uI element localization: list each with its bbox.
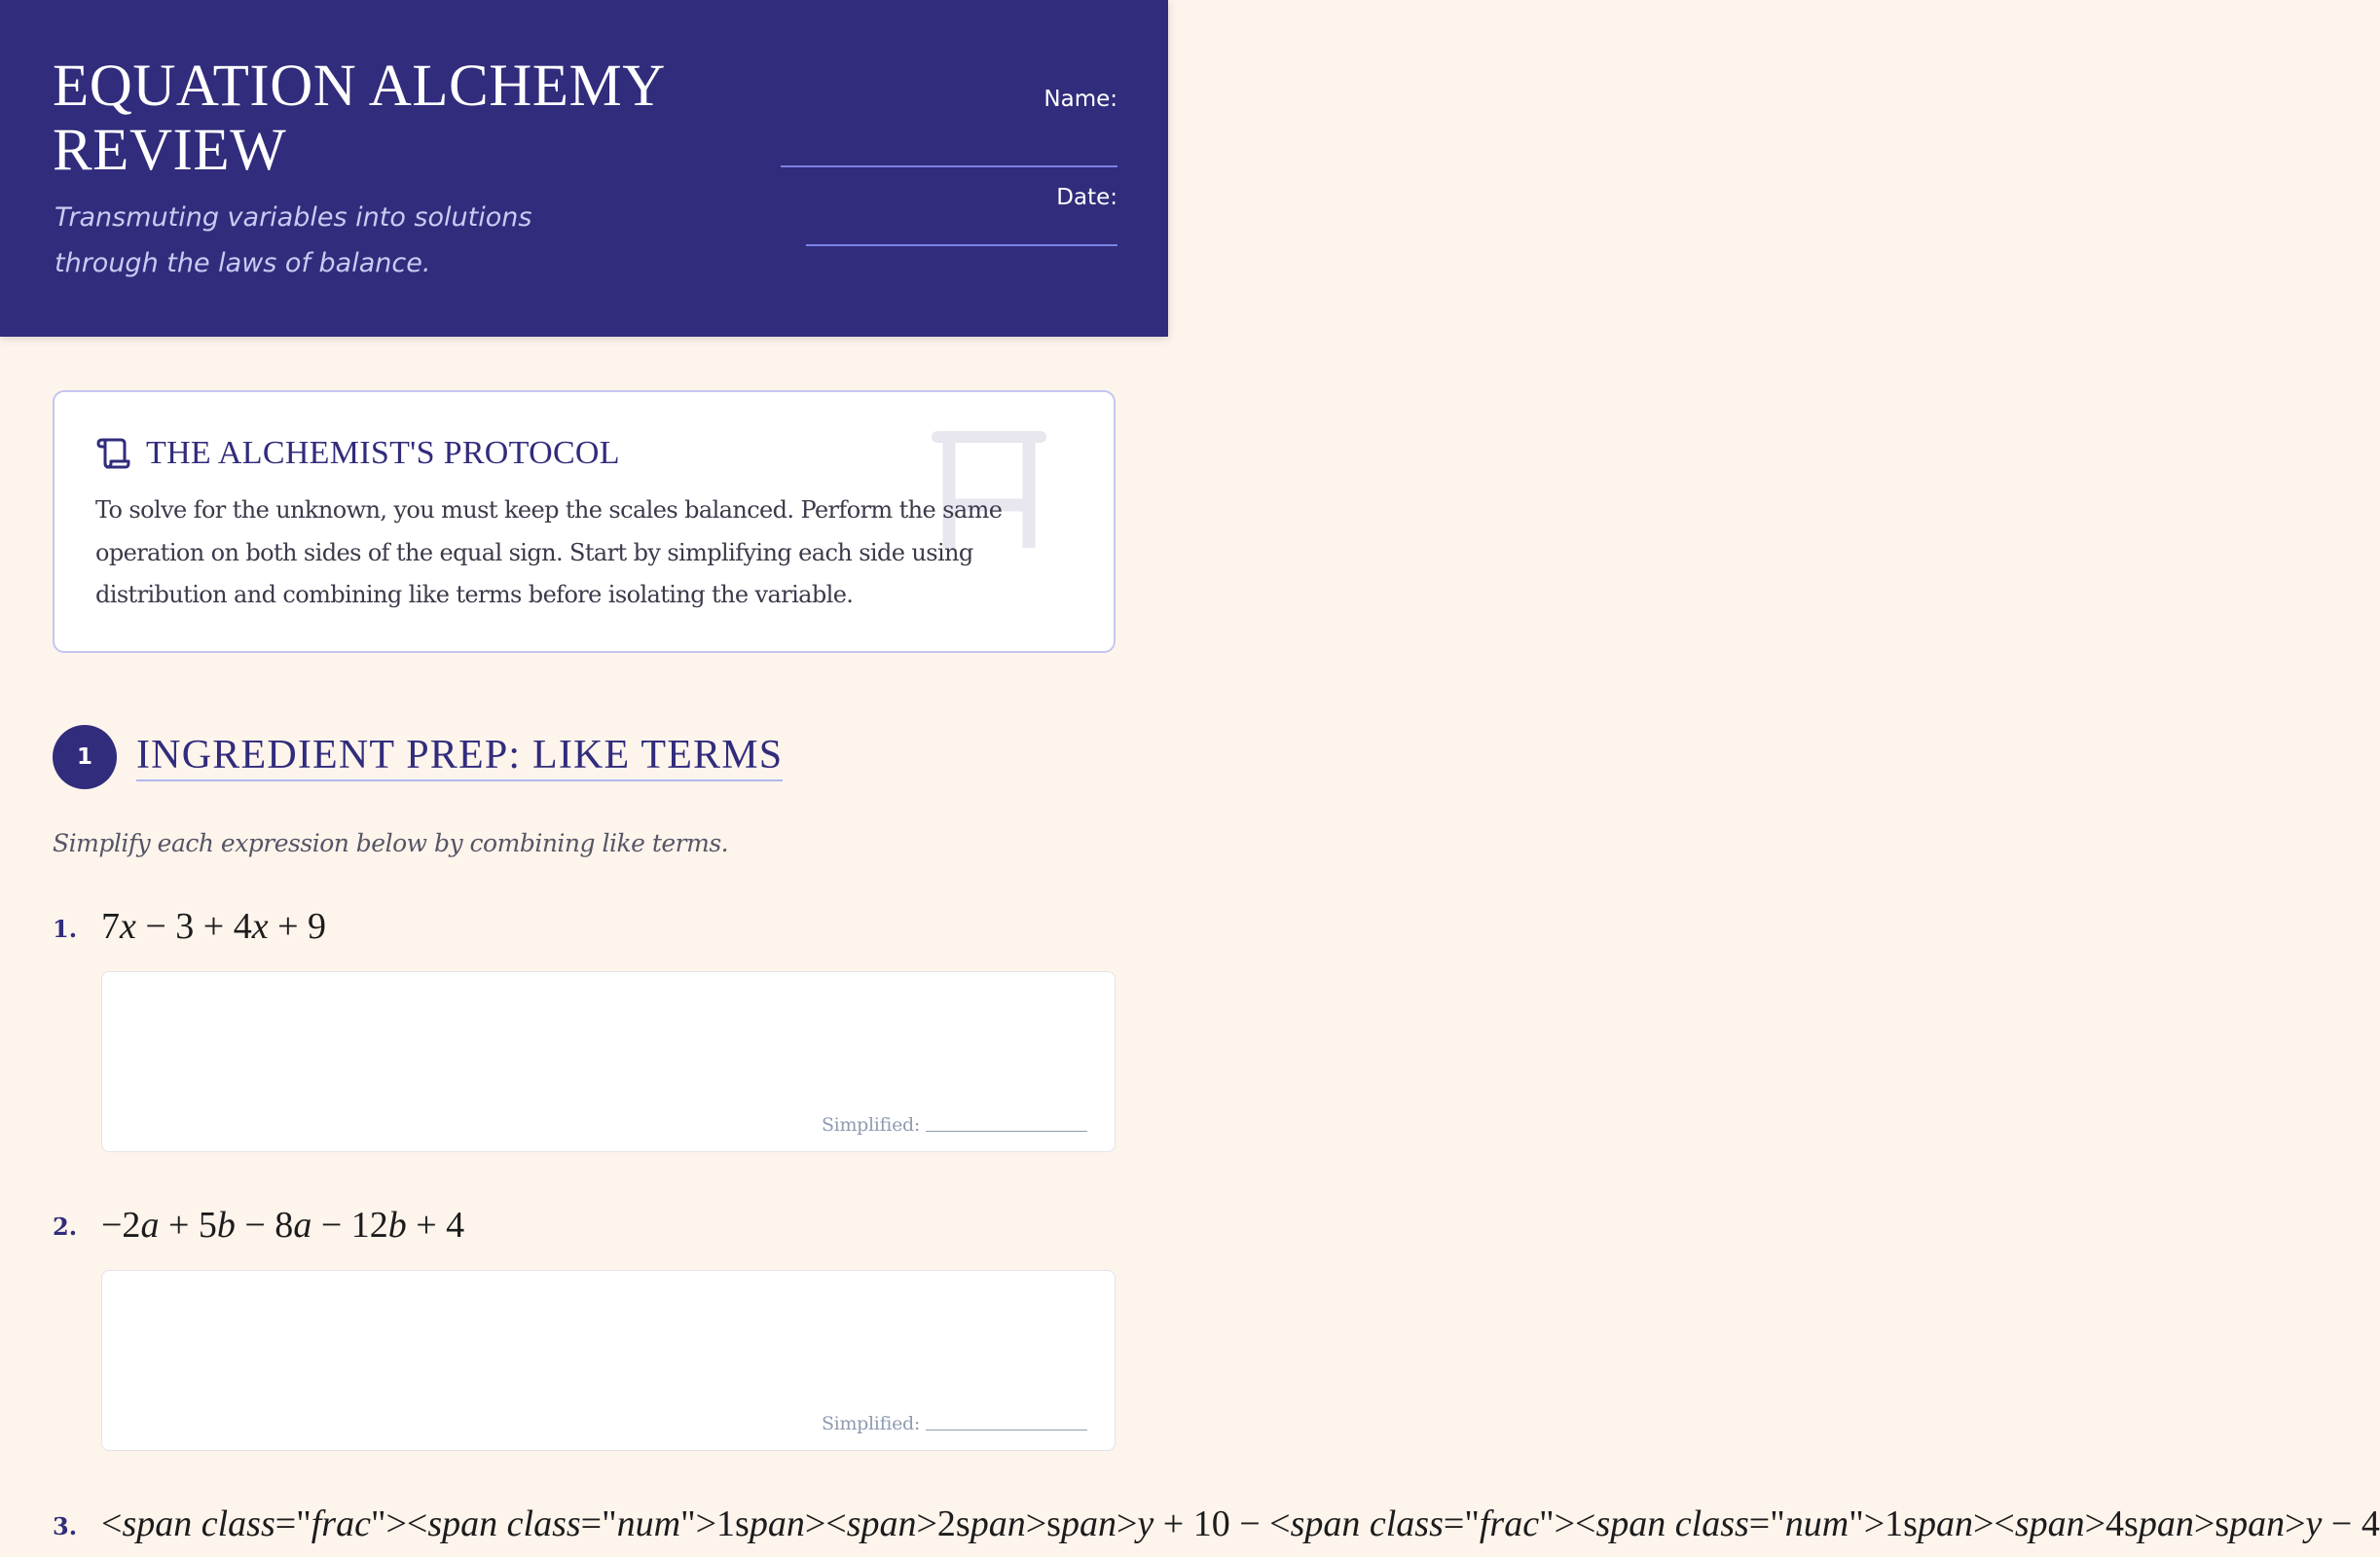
- name-label: Name:: [1044, 87, 1117, 112]
- simplified-answer: [822, 1413, 1087, 1434]
- simplified-answer-line[interactable]: [926, 1131, 1087, 1132]
- scroll-icon: [95, 436, 130, 471]
- problem-expression: [101, 1204, 464, 1247]
- problem-expression: [101, 905, 326, 948]
- protocol-title: THE ALCHEMIST'S PROTOCOL: [146, 435, 620, 471]
- section-instructions: Simplify each expression below by combining like terms.: [53, 829, 729, 857]
- problem-number: 3.: [53, 1512, 78, 1540]
- section-number-badge: 1: [53, 725, 117, 789]
- problem-number: 2.: [53, 1213, 78, 1241]
- section-1-header: [53, 725, 783, 789]
- expression-text: −2a + 5b − 8a − 12b + 4: [101, 1205, 465, 1246]
- date-field-line[interactable]: [806, 244, 1117, 246]
- problem-expression: [101, 1503, 2380, 1545]
- section-title: INGREDIENT PREP: LIKE TERMS: [136, 733, 783, 781]
- answer-box[interactable]: [101, 971, 1116, 1152]
- expression-text: 7x − 3 + 4x + 9: [101, 906, 327, 947]
- protocol-text: To solve for the unknown, you must keep the scales balanced. Perform the same operation on both sides of the equal sign. Start by simplifying each side using distribution and combining like terms before isolating the variable.: [95, 496, 1003, 608]
- protocol-heading: [95, 435, 620, 472]
- name-field-line[interactable]: [781, 165, 1117, 167]
- simplified-answer: [822, 1114, 1087, 1136]
- answer-box[interactable]: [101, 1270, 1116, 1451]
- worksheet-header: [0, 0, 1168, 337]
- expression-text: <span class="frac"><span class="num">1span><span>2span>span>y + 10 − <span class="frac"><span class="num">1span><span>4span>span>y − 4: [101, 1503, 2380, 1544]
- protocol-box: [53, 390, 1116, 653]
- problem-number: 1.: [53, 915, 78, 943]
- worksheet-title: EQUATION ALCHEMY REVIEW: [53, 54, 664, 183]
- date-label: Date:: [1056, 185, 1117, 210]
- worksheet-subtitle: Transmuting variables into solutions through the laws of balance.: [55, 202, 532, 278]
- simplified-label: Simplified:: [821, 1114, 920, 1136]
- simplified-label: Simplified:: [821, 1413, 920, 1434]
